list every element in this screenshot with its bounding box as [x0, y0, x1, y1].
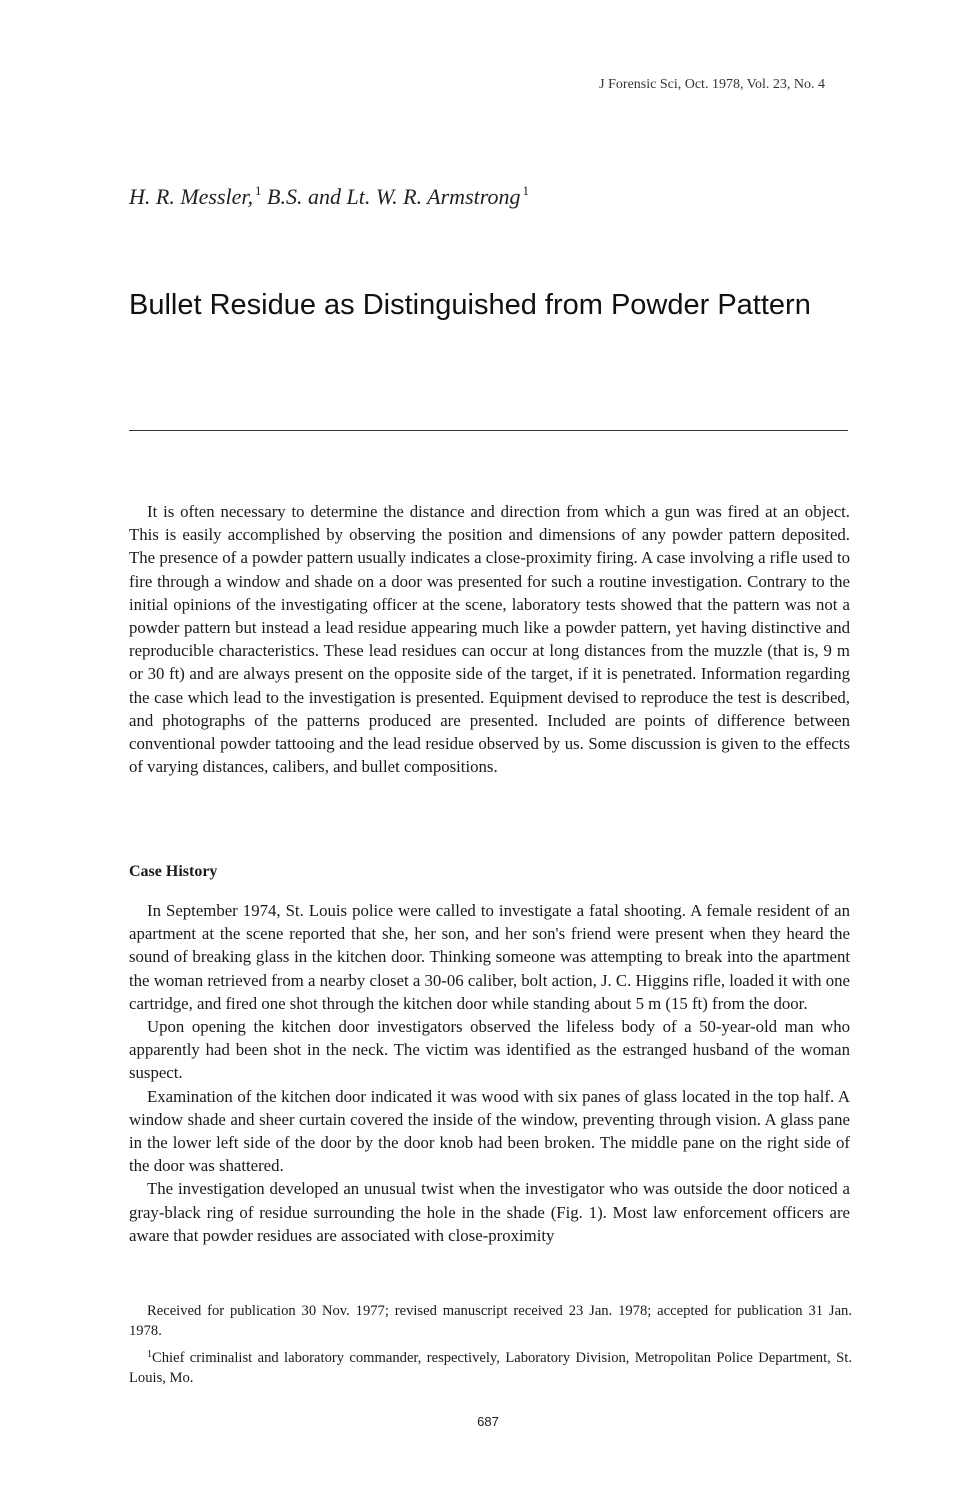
page-number: 687 [477, 1414, 499, 1429]
footnote-mark: 1 [255, 183, 262, 198]
body-paragraph: The investigation developed an unusual twist when the investigator who was outside the door noticed a gray-black ring of residue surrounding the hole in the shade (Fig. 1). Most law enforcement officers are aware that powder residues are associated with close-proximity [129, 1179, 850, 1245]
footnote-mark: 1 [147, 1349, 152, 1360]
section-heading: Case History [129, 863, 218, 880]
author-name: B.S. and Lt. W. R. Armstrong [261, 184, 521, 209]
author-line [129, 183, 529, 210]
footnotes [129, 1301, 852, 1388]
footnote-mark: 1 [522, 183, 529, 198]
journal-citation: J Forensic Sci, Oct. 1978, Vol. 23, No. 4 [599, 77, 825, 92]
title-rule [129, 430, 848, 431]
article-title: Bullet Residue as Distinguished from Powder Pattern [129, 289, 811, 321]
received-note: Received for publication 30 Nov. 1977; revised manuscript received 23 Jan. 1978; accepted for publication 31 Jan. 1978. [129, 1303, 852, 1339]
body-paragraph: Upon opening the kitchen door investigators observed the lifeless body of a 50-year-old man who apparently had been shot in the neck. The victim was identified as the estranged husband of the woman suspect. [129, 1017, 850, 1083]
affiliation-text: Chief criminalist and laboratory commander, respectively, Laboratory Division, Metropolitan Police Department, St. Louis, Mo. [129, 1350, 852, 1386]
abstract-paragraph: It is often necessary to determine the distance and direction from which a gun was fired at an object. This is easily accomplished by observing the position and dimensions of any powder pattern deposited. The presence of a powder pattern usually indicates a close-proximity firing. A case involving a rifle used to fire through a window and shade on a door was presented for such a routine investigation. Contrary to the initial opinions of the investigating officer at the scene, laboratory tests showed that the pattern was not a powder pattern but instead a lead residue appearing much like a powder pattern, yet having distinctive and reproducible characteristics. These lead residues can occur at long distances from the muzzle (that is, 9 m or 30 ft) and are always present on the opposite side of the target, if it is penetrated. Information regarding the case which lead to the investigation is presented. Equipment devised to reproduce the test is described, and photographs of the patterns produced are presented. Included are points of difference between conventional powder tattooing and the lead residue observed by us. Some discussion is given to the effects of varying distances, calibers, and bullet compositions. [129, 502, 850, 777]
body-paragraph: Examination of the kitchen door indicated it was wood with six panes of glass located in the top half. A window shade and sheer curtain covered the inside of the window, preventing through vision. A glass pane in the lower left side of the door by the door knob had been broken. The middle pane on the right side of the door was shattered. [129, 1086, 850, 1176]
section-body [129, 899, 850, 1247]
affiliation-note [129, 1345, 852, 1388]
body-paragraph: In September 1974, St. Louis police were called to investigate a fatal shooting. A female resident of an apartment at the scene reported that she, her son, and her son's friend were present when they heard the sound of breaking glass in the kitchen door. Thinking someone was attempting to break into the apartment the woman retrieved from a nearby closet a 30-06 caliber, bolt action, J. C. Higgins rifle, loaded it with one cartridge, and fired one shot through the kitchen door while standing about 5 m (15 ft) from the door. [129, 901, 850, 1013]
author-name: H. R. Messler, [129, 184, 254, 209]
